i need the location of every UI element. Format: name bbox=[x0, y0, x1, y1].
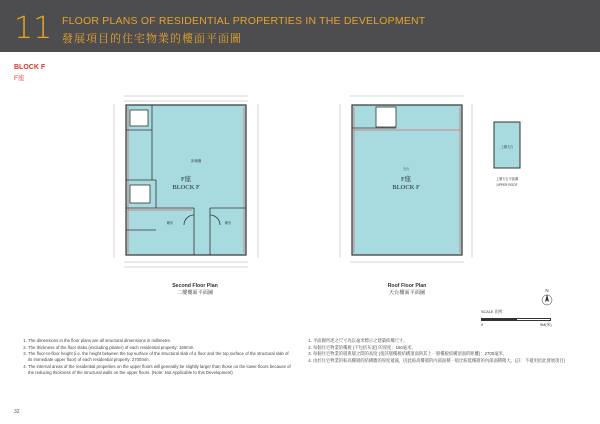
flat-label-zh: F座 bbox=[180, 176, 192, 183]
page-number: 32 bbox=[14, 409, 20, 415]
caption-zh: 天台樓面平面圖 bbox=[388, 290, 426, 296]
note-en-4: 4. The internal areas of the residential properties on the upper floors will generally be slightly larger than those on the lower floors because of the reducing thickness of the structural walls on the upper floors. (Note: Not Applicable to this Development) bbox=[28, 364, 292, 376]
scale-left: 0 bbox=[481, 323, 484, 327]
scale-right: 5M(米) bbox=[540, 323, 552, 327]
page-title-en: FLOOR PLANS OF RESIDENTIAL PROPERTIES IN THE DEVELOPMENT bbox=[62, 15, 426, 27]
north-label: N bbox=[545, 288, 549, 293]
caption-zh: 二樓樓面平面圖 bbox=[176, 290, 214, 296]
block-name-zh: F座 bbox=[14, 75, 25, 82]
note-zh-1: 1. 平面圖所述之尺寸為以毫米標示之建築結構尺寸。 bbox=[313, 338, 575, 344]
north-arrow-icon bbox=[540, 287, 554, 307]
block-name-en: BLOCK F bbox=[14, 64, 46, 71]
svg-text:睡房: 睡房 bbox=[224, 221, 232, 225]
note-en-3: 3. The floor-to-floor height (i.e. the height between the top surface of the structural slab of a floor and the top surface of the structural slab of its immediate upper floor) of each residential property: 2700mm. bbox=[28, 351, 292, 363]
roof-flat-label-zh: F座 bbox=[400, 176, 412, 183]
scale-bar bbox=[481, 318, 551, 321]
svg-text:客/飯廳: 客/飯廳 bbox=[190, 159, 202, 163]
svg-text:睡房: 睡房 bbox=[166, 221, 174, 225]
note-zh-2: 2. 每個住宅物業的樓板 (不包括灰泥) 的厚度：160毫米。 bbox=[313, 345, 575, 351]
roof-flat-label-en: BLOCK F bbox=[392, 184, 420, 191]
page-header bbox=[0, 0, 600, 52]
svg-text:UPPER ROOF: UPPER ROOF bbox=[496, 183, 518, 187]
caption-en: Roof Floor Plan bbox=[387, 283, 427, 289]
second-floor-caption bbox=[150, 283, 240, 296]
svg-text:天台: 天台 bbox=[402, 167, 410, 171]
notes-chinese bbox=[305, 338, 575, 364]
note-zh-4: 4. 由於住宅物業的較高樓層的結構牆的厚度遞減，因此較高樓層的內部面積一般比較低樓層的內部面積稍大。(註：不適用於此發展項目) bbox=[313, 358, 575, 364]
notes-english bbox=[20, 338, 292, 376]
upper-roof-plan bbox=[488, 118, 528, 200]
section-number: 11 bbox=[14, 11, 53, 46]
scale-label: SCALE 比例： bbox=[481, 310, 506, 314]
second-floor-plan bbox=[110, 90, 270, 280]
roof-floor-plan bbox=[336, 90, 478, 280]
caption-en: Second Floor Plan bbox=[172, 283, 218, 289]
svg-text:上層天台: 上層天台 bbox=[500, 145, 514, 149]
page-title-zh: 發展項目的住宅物業的樓面平面圖 bbox=[62, 33, 242, 45]
note-en-1: 1. The dimensions in the floor plans are all structural dimensions in millimetre. bbox=[28, 338, 292, 344]
note-en-2: 2. The thickness of the floor slabs (excluding plaster) of each residential property: 160mm. bbox=[28, 345, 292, 351]
note-zh-3: 3. 每個住宅物業的層與層之間的高度 (指該層樓板結構頂面與其上一層樓板結構頂面的距離)：2700毫米。 bbox=[313, 351, 575, 357]
flat-label-en: BLOCK F bbox=[172, 184, 200, 191]
svg-text:上層天台平面圖: 上層天台平面圖 bbox=[495, 177, 519, 181]
roof-floor-caption bbox=[362, 283, 452, 296]
